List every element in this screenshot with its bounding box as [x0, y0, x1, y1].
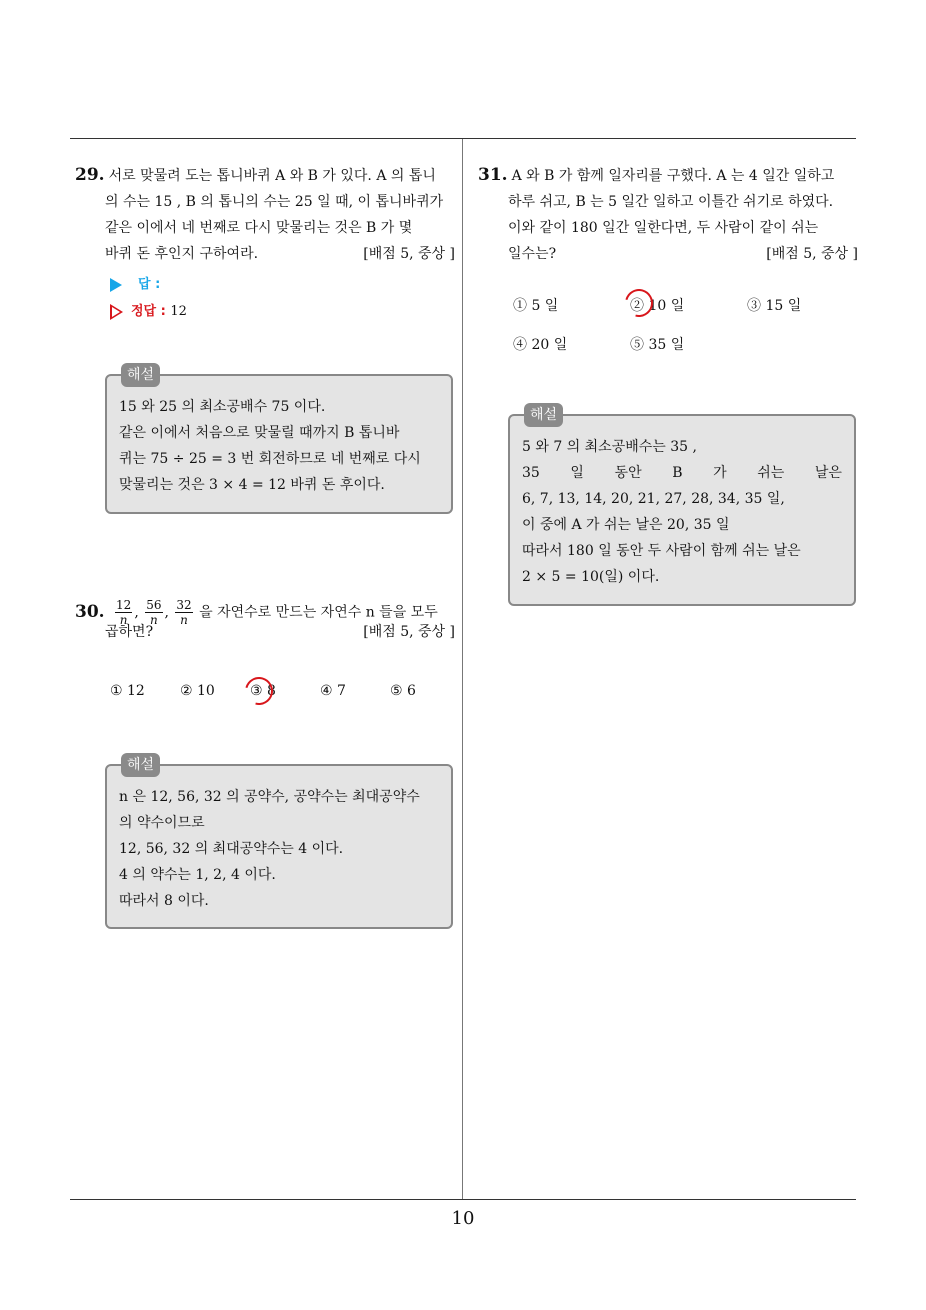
question-29 [75, 162, 455, 267]
points-label: [배점 5, 중상 ] [363, 246, 455, 262]
bottom-rule [70, 1199, 856, 1200]
choice-3[interactable]: ③ 15 일 [747, 298, 802, 314]
question-number: 30. [75, 601, 105, 622]
question-text-line: 서로 맞물려 도는 톱니바퀴 A 와 B 가 있다. A 의 톱니 [108, 168, 436, 184]
fraction: $\frac{56}{n}$ [146, 598, 162, 627]
choice-1[interactable]: ① 12 [110, 683, 145, 699]
explanation-line: 따라서 180 일 동안 두 사람이 함께 쉬는 날은 [522, 543, 801, 559]
selected-circle-mark [240, 672, 278, 710]
question-text-line: 같은 이에서 네 번째로 다시 맞물리는 것은 B 가 몇 [105, 220, 413, 236]
explanation-line: n 은 12, 56, 32 의 공약수, 공약수는 최대공약수 [119, 789, 420, 805]
fraction: $\frac{32}{n}$ [176, 598, 192, 627]
play-arrow-icon [110, 278, 122, 292]
question-text-line: 곱하면? [105, 624, 154, 640]
explanation-tag: 해설 [524, 403, 563, 427]
explanation-tag: 해설 [121, 363, 160, 387]
choice-5[interactable]: ⑤ 6 [390, 683, 416, 699]
page-number: 10 [451, 1208, 475, 1229]
points-label: [배점 5, 중상 ] [766, 246, 858, 262]
selected-circle-mark [620, 284, 658, 322]
explanation-box-30 [105, 757, 453, 929]
question-text-line: 하루 쉬고, B 는 5 일간 일하고 이틀간 쉬기로 하였다. [508, 194, 834, 210]
choice-2[interactable]: ② 10 일 [630, 298, 685, 314]
question-text-line: A 와 B 가 함께 일자리를 구했다. A 는 4 일간 일하고 [511, 168, 835, 184]
explanation-line: 퀴는 75 ÷ 25 = 3 번 회전하므로 네 번째로 다시 [119, 451, 421, 467]
choice-4[interactable]: ④ 20 일 [513, 337, 568, 353]
question-text-line: 이와 같이 180 일간 일한다면, 두 사람이 같이 쉬는 [508, 220, 819, 236]
correct-answer-row [110, 300, 187, 320]
question-text-line: 일수는? [508, 246, 557, 262]
choice-2[interactable]: ② 10 [180, 683, 215, 699]
correct-value: 12 [170, 304, 187, 319]
explanation-line: 이 중에 A 가 쉬는 날은 20, 35 일 [522, 517, 730, 533]
top-rule [70, 138, 856, 139]
choice-5[interactable]: ⑤ 35 일 [630, 337, 685, 353]
fraction: $\frac{12}{n}$ [116, 598, 132, 627]
explanation-line: 같은 이에서 처음으로 맞물릴 때까지 B 톱니바 [119, 425, 400, 441]
explanation-line: 5 와 7 의 최소공배수는 35 , [522, 439, 697, 455]
explanation-line: 35 일 동안 B 가 쉬는 날은 [522, 465, 842, 481]
choice-3[interactable]: ③ 8 [250, 683, 276, 699]
points-label: [배점 5, 중상 ] [363, 624, 455, 640]
question-number: 31. [478, 165, 508, 185]
answer-label: 답 : [138, 277, 161, 292]
explanation-line: 12, 56, 32 의 최대공약수는 4 이다. [119, 841, 344, 857]
explanation-line: 2 × 5 = 10(일) 이다. [522, 569, 660, 585]
question-text-line: 을 자연수로 만드는 자연수 n 들을 모두 [199, 604, 438, 621]
explanation-line: 4 의 약수는 1, 2, 4 이다. [119, 867, 276, 883]
column-divider [462, 139, 463, 1200]
question-30: 30. $\frac{12}{n}$ , $\frac{56}{n}$ , $\frac{32}{n}$ 을 자연수로 만드는 자연수 n 들을 모두 곱하면? [배점 5, 중상 ] [75, 598, 455, 640]
explanation-box-31 [508, 407, 856, 606]
explanation-line: 15 와 25 의 최소공배수 75 이다. [119, 399, 326, 415]
outline-arrow-icon [110, 304, 123, 320]
explanation-line: 6, 7, 13, 14, 20, 21, 27, 28, 34, 35 일, [522, 491, 785, 507]
question-text-line: 바퀴 돈 후인지 구하여라. [105, 246, 259, 262]
explanation-line: 맞물리는 것은 3 × 4 = 12 바퀴 돈 후이다. [119, 477, 385, 493]
question-31 [478, 162, 858, 267]
explanation-tag: 해설 [121, 753, 160, 777]
choice-4[interactable]: ④ 7 [320, 683, 346, 699]
answer-row [110, 273, 160, 292]
choice-1[interactable]: ① 5 일 [513, 298, 559, 314]
explanation-line: 따라서 8 이다. [119, 893, 209, 909]
question-number: 29. [75, 165, 105, 185]
correct-label: 정답 : [131, 304, 166, 319]
explanation-box-29 [105, 367, 453, 514]
question-text-line: 의 수는 15 , B 의 톱니의 수는 25 일 때, 이 톱니바퀴가 [105, 194, 444, 210]
explanation-line: 의 약수이므로 [119, 815, 205, 831]
